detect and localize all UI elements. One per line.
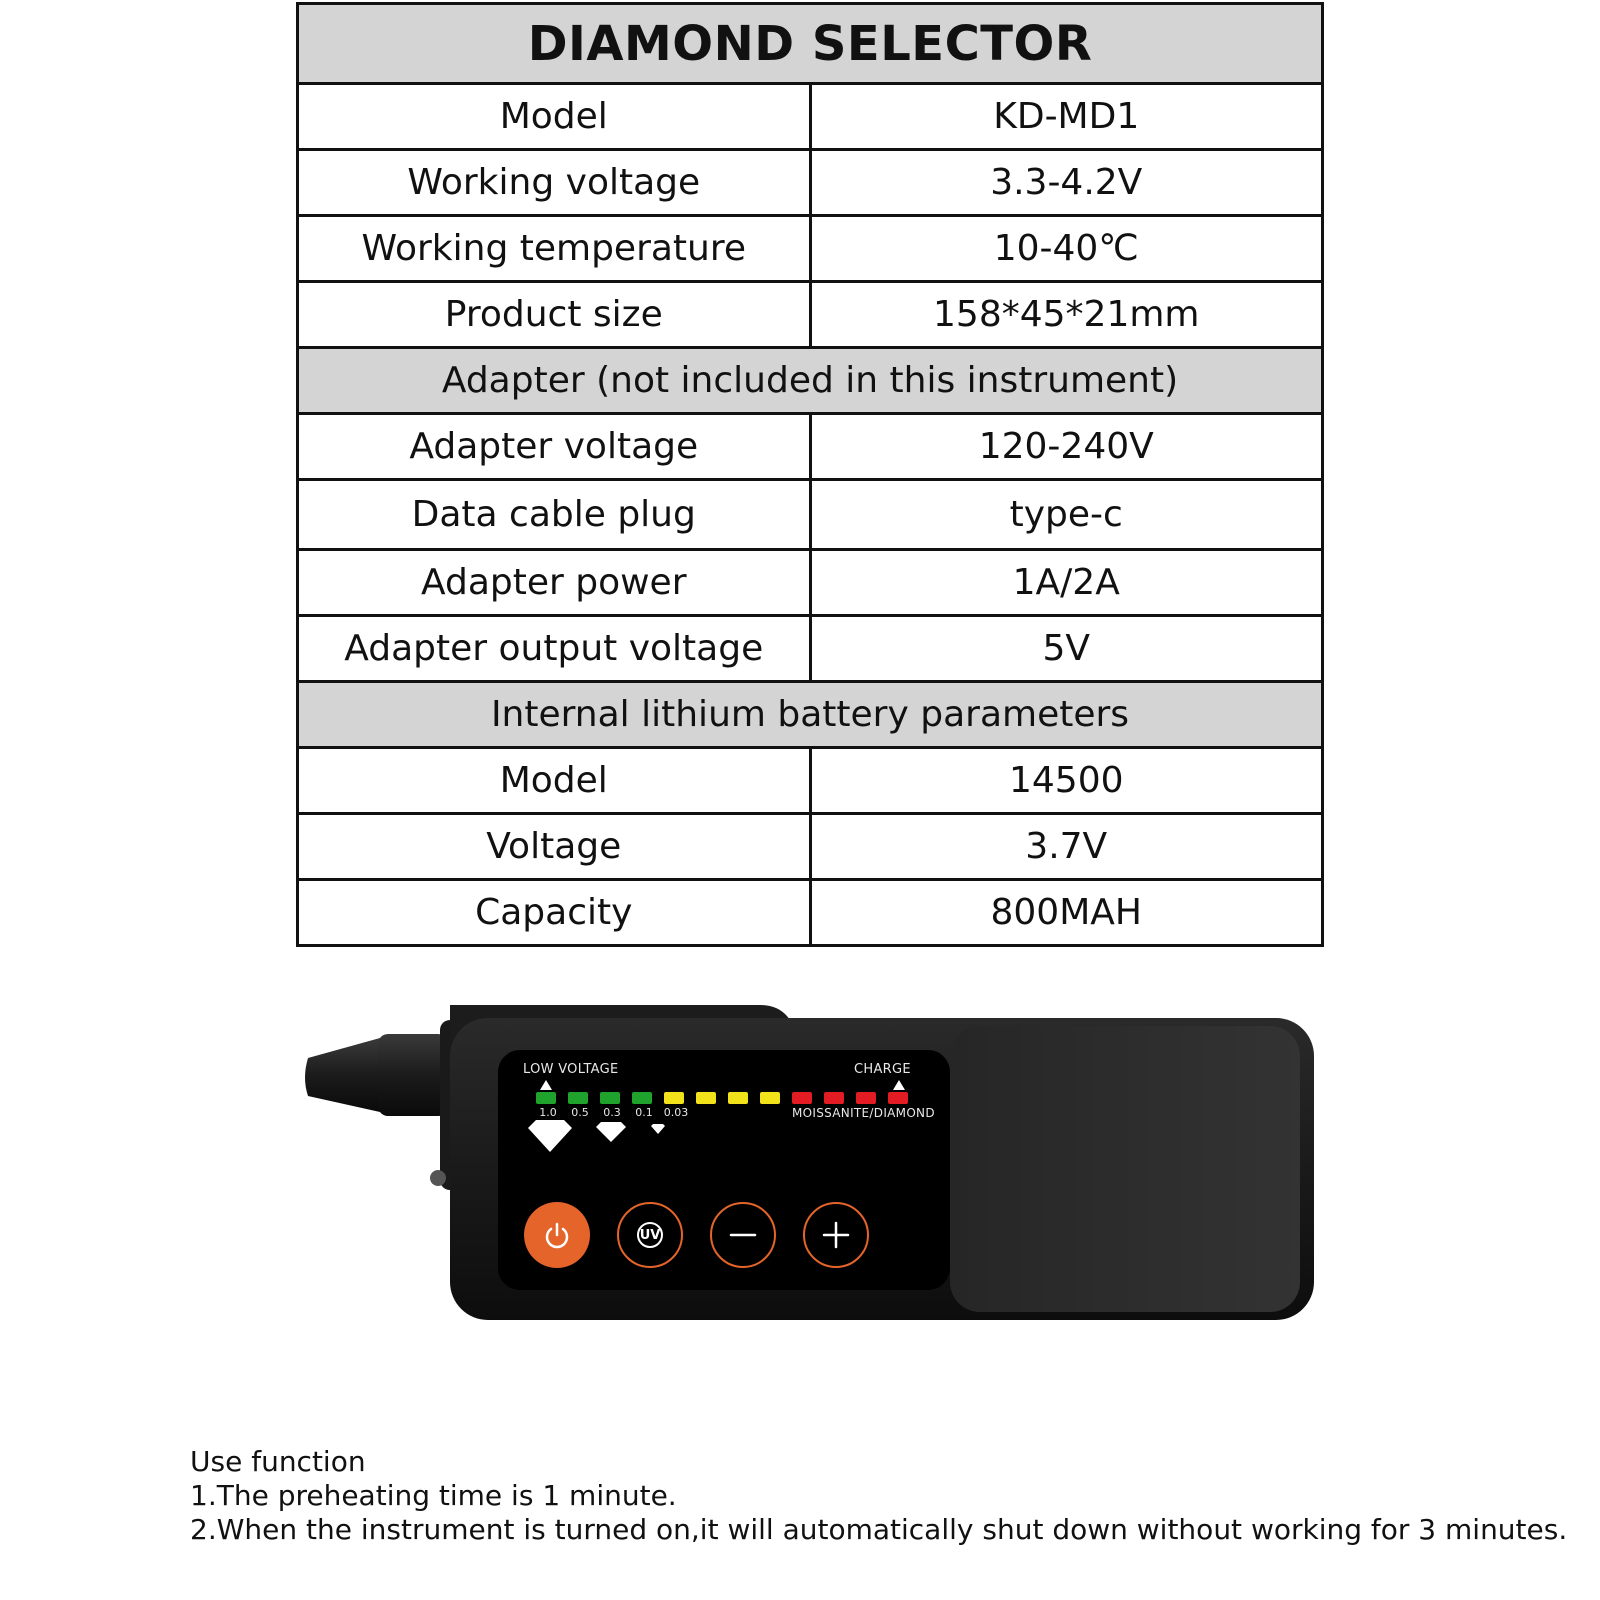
led-segment [568, 1092, 588, 1104]
table-row [298, 616, 1323, 682]
charge-pointer-icon [893, 1080, 905, 1090]
table-row [298, 814, 1323, 880]
tick-label: 0.5 [571, 1106, 589, 1119]
row-label: Working temperature [298, 216, 811, 282]
table-row [298, 282, 1323, 348]
row-label: Voltage [298, 814, 811, 880]
row-label: Adapter power [298, 550, 811, 616]
uv-button[interactable] [617, 1202, 683, 1268]
led-segment [600, 1092, 620, 1104]
row-value: 5V [810, 616, 1323, 682]
row-label: Data cable plug [298, 480, 811, 550]
usage-item: 1.The preheating time is 1 minute. [190, 1479, 677, 1512]
adapter-section-title: Adapter (not included in this instrument) [298, 348, 1323, 414]
adapter-section-row [298, 348, 1323, 414]
row-value: 1A/2A [810, 550, 1323, 616]
led-segment [664, 1092, 684, 1104]
low-voltage-pointer-icon [540, 1080, 552, 1090]
usage-heading: Use function [190, 1445, 366, 1478]
table-row [298, 150, 1323, 216]
minus-icon [728, 1220, 758, 1250]
spec-table [296, 2, 1324, 947]
tick-label: 1.0 [539, 1106, 557, 1119]
led-segment [728, 1092, 748, 1104]
table-row [298, 550, 1323, 616]
led-segment [856, 1092, 876, 1104]
row-label: Adapter voltage [298, 414, 811, 480]
row-value: 10-40℃ [810, 216, 1323, 282]
tick-label: 0.3 [603, 1106, 621, 1119]
led-segment [792, 1092, 812, 1104]
row-value: 158*45*21mm [810, 282, 1323, 348]
table-row [298, 216, 1323, 282]
tick-label: 0.03 [663, 1106, 689, 1119]
medium-diamond-icon [596, 1122, 626, 1142]
row-value: 14500 [810, 748, 1323, 814]
table-row [298, 880, 1323, 946]
small-diamond-icon [651, 1124, 665, 1134]
table-title: DIAMOND SELECTOR [298, 4, 1323, 84]
tick-label: 0.1 [635, 1106, 653, 1119]
plus-button[interactable] [803, 1202, 869, 1268]
row-value: 800MAH [810, 880, 1323, 946]
battery-section-row [298, 682, 1323, 748]
table-row [298, 748, 1323, 814]
row-label: Product size [298, 282, 811, 348]
charge-label: CHARGE [854, 1062, 911, 1077]
led-segment [696, 1092, 716, 1104]
row-label: Model [298, 748, 811, 814]
table-row [298, 480, 1323, 550]
power-icon [542, 1220, 572, 1250]
row-value: KD-MD1 [810, 84, 1323, 150]
row-value: 3.7V [810, 814, 1323, 880]
plus-icon [821, 1220, 851, 1250]
row-value: type-c [810, 480, 1323, 550]
row-value: 3.3-4.2V [810, 150, 1323, 216]
usage-item: 2.When the instrument is turned on,it will automatically shut down without working for 3 minutes. [190, 1513, 1568, 1546]
led-segment [824, 1092, 844, 1104]
row-value: 120-240V [810, 414, 1323, 480]
battery-section-title: Internal lithium battery parameters [298, 682, 1323, 748]
led-segment [888, 1092, 908, 1104]
row-label: Working voltage [298, 150, 811, 216]
table-title-row [298, 4, 1323, 84]
led-segment [760, 1092, 780, 1104]
table-row [298, 414, 1323, 480]
low-voltage-label: LOW VOLTAGE [523, 1062, 619, 1077]
led-segment [632, 1092, 652, 1104]
minus-button[interactable] [710, 1202, 776, 1268]
display-panel [498, 1050, 950, 1290]
probe-tip [305, 1038, 380, 1112]
large-diamond-icon [528, 1120, 572, 1152]
row-label: Capacity [298, 880, 811, 946]
uv-icon: UV [637, 1222, 663, 1248]
led-segment [536, 1092, 556, 1104]
moissanite-diamond-label: MOISSANITE/DIAMOND [792, 1106, 935, 1120]
usage-section [190, 1445, 1567, 1547]
power-button[interactable] [524, 1202, 590, 1268]
row-label: Model [298, 84, 811, 150]
row-label: Adapter output voltage [298, 616, 811, 682]
table-row [298, 84, 1323, 150]
